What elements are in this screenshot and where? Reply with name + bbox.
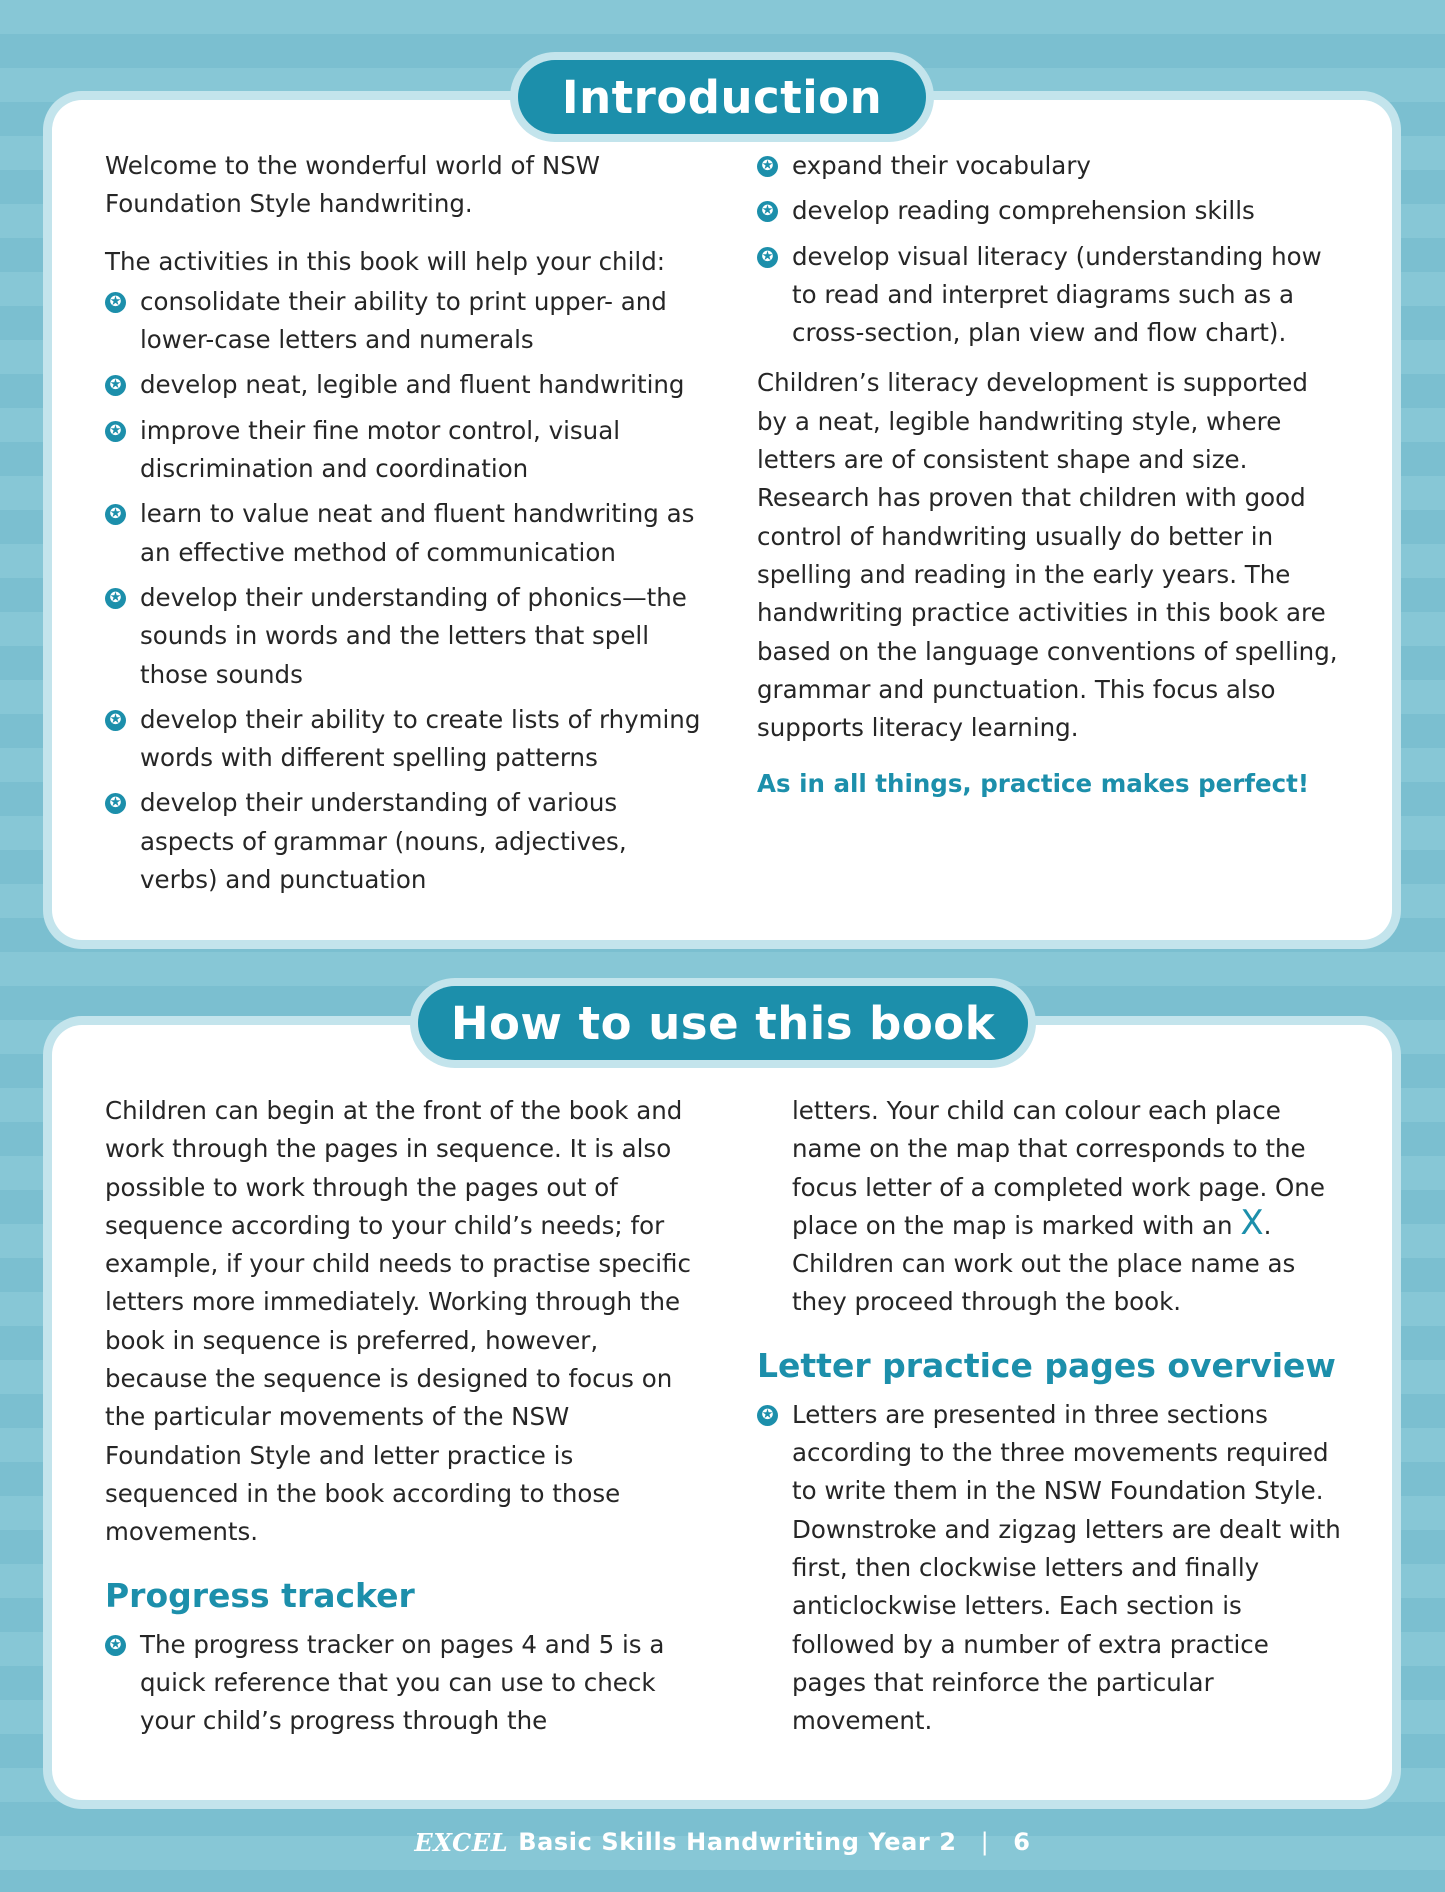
list-item: ✪ consolidate their ability to print upper- and lower-case letters and numerals bbox=[105, 283, 705, 360]
star-bullet-icon: ✪ bbox=[105, 588, 126, 609]
how-to-left-column bbox=[105, 1092, 695, 1747]
welcome-text: Welcome to the wonderful world of NSW Foundation Style handwriting. bbox=[105, 151, 600, 219]
star-bullet-icon: ✪ bbox=[105, 793, 126, 814]
star-bullet-icon: ✪ bbox=[105, 504, 126, 525]
star-bullet-icon: ✪ bbox=[105, 375, 126, 396]
how-to-paragraph: Children can begin at the front of the book and work through the pages in sequence. It is also possible to work through the pages out of sequence according to your child’s needs; for example, if your child needs to practise specific letters more immediately. Working through the book in sequence is preferred, however, because the sequence is designed to focus on the particular movements of the NSW Foundation Style and letter practice is sequenced in the book according to those movements. bbox=[105, 1096, 691, 1547]
list-item: ✪ develop reading comprehension skills bbox=[757, 192, 1342, 230]
star-bullet-icon: ✪ bbox=[757, 247, 778, 268]
introduction-title: Introduction bbox=[518, 60, 926, 134]
list-item: ✪ develop their understanding of phonics—the sounds in words and the letters that spell those sounds bbox=[105, 579, 705, 694]
literacy-paragraph: Children’s literacy development is supported by a neat, legible handwriting style, where letters are of consistent shape and size. Research has proven that children with good control of handwriting usually do better in spelling and reading in the early years. The handwriting practice activities in this book are based on the language conventions of spelling, grammar and punctuation. This focus also supports literacy learning. bbox=[757, 368, 1338, 743]
star-bullet-icon: ✪ bbox=[105, 421, 126, 442]
footer-brand: EXCEL bbox=[414, 1827, 509, 1857]
star-bullet-icon: ✪ bbox=[757, 1405, 778, 1426]
footer-title: Basic Skills Handwriting Year 2 bbox=[518, 1828, 957, 1856]
introduction-right-column bbox=[757, 147, 1342, 804]
list-item: ✪ learn to value neat and fluent handwriting as an effective method of communication bbox=[105, 495, 705, 572]
how-to-use-title: How to use this book bbox=[418, 986, 1028, 1060]
page-number: 6 bbox=[1013, 1828, 1031, 1856]
star-bullet-icon: ✪ bbox=[105, 1635, 126, 1656]
star-bullet-icon: ✪ bbox=[757, 156, 778, 177]
list-item: ✪ Letters are presented in three sections according to the three movements required to write them in the NSW Foundation Style. Downstroke and zigzag letters are dealt with first, then clockwise letters and finally anticlockwise letters. Each section is followed by a number of extra practice pages that reinforce the particular movement. bbox=[757, 1396, 1342, 1741]
progress-tracker-heading: Progress tracker bbox=[105, 1575, 415, 1615]
star-bullet-icon: ✪ bbox=[105, 292, 126, 313]
list-item: ✪ The progress tracker on pages 4 and 5 is a quick reference that you can use to check your child’s progress through the bbox=[105, 1626, 695, 1741]
progress-continuation: letters. Your child can colour each place name on the map that corresponds to the focus letter of a completed work page. One place on the map is marked with an X. Children can work out the place name as they proceed through the book. bbox=[792, 1096, 1325, 1317]
star-bullet-icon: ✪ bbox=[757, 201, 778, 222]
how-to-right-column bbox=[757, 1092, 1342, 1747]
list-item: ✪ improve their fine motor control, visual discrimination and coordination bbox=[105, 412, 705, 489]
progress-bullet-list bbox=[105, 1626, 695, 1741]
letter-practice-heading: Letter practice pages overview bbox=[757, 1345, 1336, 1385]
intro-bullet-list-left bbox=[105, 283, 705, 899]
list-item: ✪ expand their vocabulary bbox=[757, 147, 1342, 185]
page-footer bbox=[0, 1822, 1445, 1862]
introduction-left-column bbox=[105, 147, 705, 906]
intro-bullet-list-right bbox=[757, 147, 1342, 352]
list-item: ✪ develop neat, legible and fluent handwriting bbox=[105, 366, 705, 404]
list-item: ✪ develop their understanding of various aspects of grammar (nouns, adjectives, verbs) and punctuation bbox=[105, 784, 705, 899]
lead-text: The activities in this book will help your child: bbox=[105, 246, 666, 276]
closing-statement: As in all things, practice makes perfect! bbox=[757, 769, 1310, 799]
star-bullet-icon: ✪ bbox=[105, 710, 126, 731]
list-item: ✪ develop their ability to create lists of rhyming words with different spelling patterns bbox=[105, 701, 705, 778]
x-marker: X bbox=[1240, 1202, 1264, 1243]
footer-separator: | bbox=[980, 1828, 990, 1856]
letter-practice-bullet-list bbox=[757, 1396, 1342, 1741]
list-item: ✪ develop visual literacy (understanding how to read and interpret diagrams such as a cross-section, plan view and flow chart). bbox=[757, 238, 1342, 353]
